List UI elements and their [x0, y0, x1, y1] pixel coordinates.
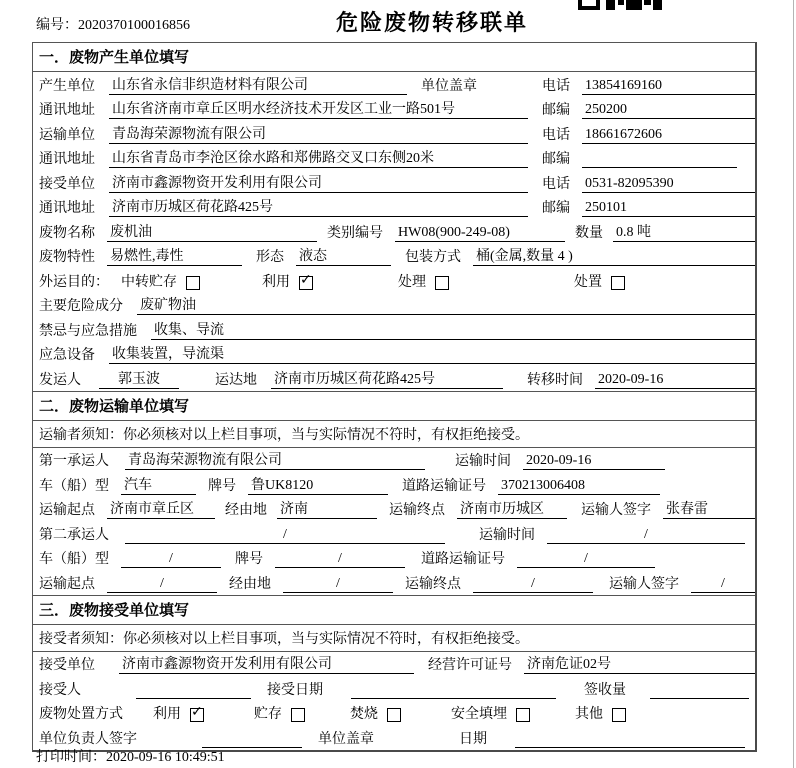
unit-seal-label: 单位盖章: [421, 78, 477, 94]
packing-value: 桶(金属,数量 4 ): [473, 245, 755, 266]
business-license-value: 济南危证02号: [524, 653, 755, 674]
destination-value: 济南市历城区荷花路425号: [271, 368, 503, 389]
form-label: 形态: [256, 250, 284, 265]
origin-1-value: 济南市章丘区: [107, 498, 215, 519]
producer-address-label: 通讯地址: [39, 103, 95, 118]
accept-unit-row: [33, 652, 755, 677]
road-license-2-value: /: [517, 551, 655, 568]
disposal-storage-label: 贮存: [254, 707, 282, 722]
emergency-measures-row: [33, 317, 755, 342]
origin-2-label: 运输起点: [39, 576, 95, 592]
disposal-option-storage: [254, 703, 305, 723]
unit-seal-2-label: 单位盖章: [318, 731, 374, 747]
waste-name-value: 废机油: [107, 221, 317, 242]
second-carrier-value: /: [125, 527, 445, 544]
disposal-other-checkbox[interactable]: [612, 708, 626, 722]
receiver-address-value: 济南市历城区荷花路425号: [109, 196, 528, 217]
producer-phone-value: 13854169160: [582, 78, 755, 95]
acceptor-row: [33, 676, 755, 701]
carrier-sign-2-label: 运输人签字: [609, 576, 679, 592]
transporter-unit-value: 青岛海荣源物流有限公司: [109, 123, 528, 144]
transporter-zip-group: [542, 148, 755, 168]
disposal-storage-checkbox[interactable]: [291, 708, 305, 722]
plate-1-value: 鲁UK8120: [248, 474, 388, 495]
transporter-unit-label: 运输单位: [39, 127, 95, 143]
transfer-purpose-row: [33, 268, 755, 293]
disposal-utilize-checkbox[interactable]: [190, 708, 204, 722]
serial-value: 2020370100016856: [78, 18, 190, 33]
producer-zip-value: 250200: [582, 102, 755, 119]
vehicle-2-row: [33, 546, 755, 571]
dispose-checkbox[interactable]: [611, 276, 625, 290]
route-2-row: [33, 570, 755, 595]
responsible-sign-label: 单位负责人签字: [39, 731, 137, 747]
received-amount-value: [650, 682, 749, 699]
receiver-phone-value: 0531-82095390: [582, 176, 755, 193]
transfer-storage-label: 中转贮存: [121, 274, 177, 290]
receiver-zip-group: [542, 197, 755, 217]
producer-unit-row: [33, 72, 755, 97]
disposal-landfill-label: 安全填埋: [451, 707, 507, 722]
treat-label: 处理: [398, 274, 426, 290]
transporter-address-left: [39, 147, 542, 168]
qr-code-fragment: [578, 0, 662, 11]
carrier-sign-1-label: 运输人签字: [581, 503, 651, 518]
dispose-label: 处置: [574, 274, 602, 290]
accept-unit-label: 接受单位: [39, 658, 95, 673]
print-time-label: 打印时间：: [36, 750, 106, 765]
disposal-option-other: [575, 703, 626, 723]
vehicle-type-1-value: 汽车: [121, 474, 196, 495]
purpose-option-dispose: [574, 271, 625, 291]
via-2-value: /: [283, 576, 393, 593]
emergency-equipment-value: 收集装置，导流渠: [109, 343, 755, 364]
producer-address-left: [39, 98, 542, 119]
emergency-equipment-label: 应急设备: [39, 348, 95, 363]
receiver-address-left: [39, 196, 542, 217]
disposal-option-incinerate: [350, 703, 401, 723]
received-amount-label: 签收量: [584, 682, 626, 698]
second-carrier-label: 第二承运人: [39, 527, 109, 543]
transporter-address-label: 通讯地址: [39, 152, 95, 167]
origin-1-label: 运输起点: [39, 503, 95, 518]
packing-label: 包装方式: [405, 250, 461, 265]
via-1-value: 济南: [277, 498, 377, 519]
road-license-2-label: 道路运输证号: [421, 552, 505, 567]
dispatcher-label: 发运人: [39, 372, 81, 388]
receiver-unit-label: 接受单位: [39, 176, 95, 192]
receiver-address-row: [33, 195, 755, 220]
transfer-time-label: 转移时间: [527, 372, 583, 388]
producer-zip-group: [542, 99, 755, 119]
terminus-1-label: 运输终点: [389, 503, 445, 518]
purpose-option-utilize: [262, 271, 313, 291]
hazard-component-row: [33, 293, 755, 318]
via-1-label: 经由地: [225, 503, 267, 518]
accept-date-label: 接受日期: [267, 682, 323, 698]
disposal-option-utilize: [153, 703, 204, 723]
transporter-address-value: 山东省青岛市李沧区徐水路和郑佛路交叉口东侧20米: [109, 147, 528, 168]
disposal-utilize-label: 利用: [153, 707, 181, 722]
section-1-title: 一．废物产生单位填写: [33, 43, 755, 72]
sign-date-value: [515, 731, 745, 748]
disposal-method-label: 废物处置方式: [39, 707, 123, 722]
producer-left: [39, 74, 542, 95]
carrier-sign-2-value: /: [691, 576, 755, 593]
road-license-1-value: 370213006408: [498, 478, 660, 495]
transporter-unit-row: [33, 121, 755, 146]
producer-phone-label: 电话: [542, 78, 570, 94]
receiver-address-label: 通讯地址: [39, 201, 95, 216]
vehicle-type-1-label: 车（船）型: [39, 478, 109, 494]
accept-unit-value: 济南市鑫源物资开发利用有限公司: [119, 653, 414, 674]
quantity-value: 0.8 吨: [613, 221, 755, 242]
page-right-edge: [793, 0, 794, 768]
transport-time-2-value: /: [547, 527, 745, 544]
receiver-unit-row: [33, 170, 755, 195]
category-code-label: 类别编号: [327, 225, 383, 241]
vehicle-type-2-label: 车（船）型: [39, 552, 109, 567]
emergency-measures-value: 收集、导流: [151, 319, 755, 340]
receiver-phone-label: 电话: [542, 176, 570, 192]
transport-time-2-label: 运输时间: [479, 527, 535, 543]
hazard-component-label: 主要危险成分: [39, 299, 123, 314]
purpose-option-transfer-storage: [121, 271, 200, 291]
waste-property-label: 废物特性: [39, 250, 95, 265]
waste-property-row: [33, 244, 755, 269]
producer-unit-value: 山东省永信非织造材料有限公司: [109, 74, 407, 95]
responsible-sign-value: [202, 731, 302, 748]
utilize-checkbox[interactable]: [299, 276, 313, 290]
hazard-component-value: 废矿物油: [137, 294, 755, 315]
plate-2-value: /: [275, 551, 405, 568]
vehicle-1-row: [33, 472, 755, 497]
disposal-other-label: 其他: [575, 707, 603, 722]
disposal-landfill-checkbox[interactable]: [516, 708, 530, 722]
print-time-value: 2020-09-16 10:49:51: [106, 750, 225, 765]
transporter-phone-label: 电话: [542, 127, 570, 143]
via-2-label: 经由地: [229, 576, 271, 592]
disposal-incinerate-checkbox[interactable]: [387, 708, 401, 722]
print-time: [36, 746, 225, 766]
acceptor-label: 接受人: [39, 682, 81, 698]
first-carrier-label: 第一承运人: [39, 454, 109, 469]
origin-2-value: /: [107, 576, 217, 593]
destination-label: 运达地: [215, 372, 257, 388]
transporter-notice: 运输者须知：你必须核对以上栏目事项，当与实际情况不符时，有权拒绝接受。: [33, 421, 755, 448]
terminus-1-value: 济南市历城区: [457, 498, 567, 519]
receiver-unit-value: 济南市鑫源物资开发利用有限公司: [109, 172, 528, 193]
transport-time-1-label: 运输时间: [455, 454, 511, 469]
producer-zip-label: 邮编: [542, 103, 570, 118]
transporter-address-row: [33, 146, 755, 171]
waste-name-row: [33, 219, 755, 244]
transporter-phone-value: 18661672606: [582, 127, 755, 144]
disposal-incinerate-label: 焚烧: [350, 707, 378, 722]
second-carrier-row: [33, 521, 755, 546]
treat-checkbox[interactable]: [435, 276, 449, 290]
waste-name-label: 废物名称: [39, 225, 95, 241]
form-value: 液态: [296, 245, 391, 266]
transfer-purpose-label: 外运目的：: [39, 274, 109, 290]
receiver-left: [39, 172, 542, 193]
purpose-option-treat: [398, 271, 449, 291]
accept-date-value: [351, 682, 556, 699]
plate-2-label: 牌号: [235, 552, 263, 567]
road-license-1-label: 道路运输证号: [402, 478, 486, 494]
producer-unit-label: 产生单位: [39, 78, 95, 94]
dispatcher-row: [33, 366, 755, 391]
serial-label: 编号：: [36, 18, 78, 33]
transfer-storage-checkbox[interactable]: [186, 276, 200, 290]
section-2-title: 二．废物运输单位填写: [33, 391, 755, 421]
disposal-option-landfill: [451, 703, 530, 723]
terminus-2-value: /: [473, 576, 593, 593]
route-1-row: [33, 497, 755, 522]
receiver-zip-label: 邮编: [542, 201, 570, 216]
emergency-equipment-row: [33, 342, 755, 367]
transporter-zip-label: 邮编: [542, 152, 570, 167]
producer-phone-group: [542, 75, 755, 95]
receiver-notice: 接受者须知：你必须核对以上栏目事项，当与实际情况不符时，有权拒绝接受。: [33, 625, 755, 652]
transfer-time-value: 2020-09-16: [595, 372, 755, 389]
terminus-2-label: 运输终点: [405, 576, 461, 592]
quantity-label: 数量: [575, 225, 603, 241]
transporter-zip-value: [582, 151, 737, 168]
acceptor-value: [136, 682, 251, 699]
transporter-phone-group: [542, 124, 755, 144]
producer-address-value: 山东省济南市章丘区明水经济技术开发区工业一路501号: [109, 98, 528, 119]
utilize-label: 利用: [262, 274, 290, 290]
vehicle-type-2-value: /: [121, 551, 221, 568]
section-3-title: 三．废物接受单位填写: [33, 595, 755, 625]
transporter-left: [39, 123, 542, 144]
producer-address-row: [33, 97, 755, 122]
receiver-zip-value: 250101: [582, 200, 755, 217]
manifest-form: [32, 42, 757, 752]
transport-time-1-value: 2020-09-16: [523, 453, 665, 470]
page-title: 危险废物转移联单: [335, 10, 528, 35]
dispatcher-value: 郭玉波: [99, 368, 179, 389]
first-carrier-value: 青岛海荣源物流有限公司: [125, 449, 425, 470]
receiver-phone-group: [542, 173, 755, 193]
carrier-sign-1-value: 张春雷: [663, 498, 755, 519]
disposal-method-row: [33, 701, 755, 726]
category-code-value: HW08(900-249-08): [395, 225, 565, 242]
emergency-measures-label: 禁忌与应急措施: [39, 323, 137, 339]
business-license-label: 经营许可证号: [428, 658, 512, 673]
waste-property-value: 易燃性,毒性: [107, 245, 242, 266]
plate-1-label: 牌号: [208, 478, 236, 494]
first-carrier-row: [33, 448, 755, 473]
sign-date-label: 日期: [459, 731, 487, 747]
